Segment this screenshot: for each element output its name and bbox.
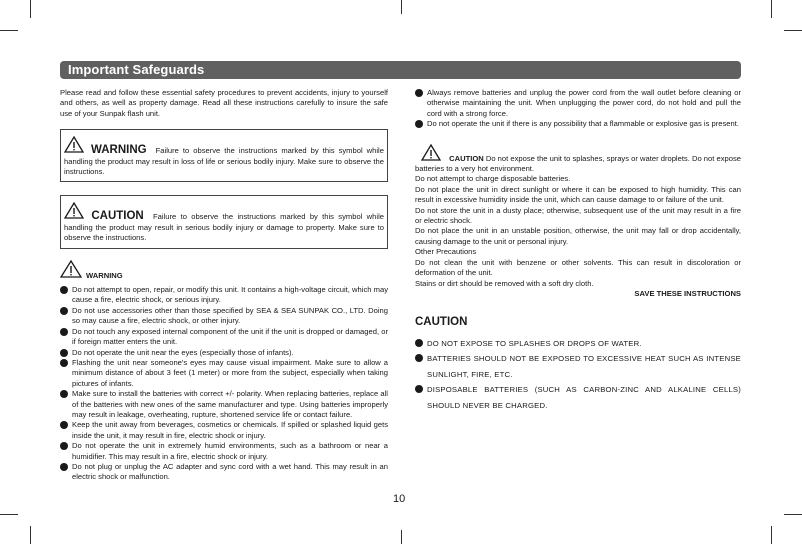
crop-mark	[784, 30, 802, 31]
section-banner	[60, 61, 741, 79]
warning-heading-label: WARNING	[86, 270, 123, 280]
caution-text-line: Stains or dirt should be removed with a soft dry cloth.	[415, 278, 594, 288]
crop-mark	[401, 530, 402, 544]
warning-definition	[64, 136, 384, 177]
list-item: DO NOT EXPOSE TO SPLASHES OR DROPS OF WATER.	[415, 336, 741, 352]
list-item: BATTERIES SHOULD NOT BE EXPOSED TO EXCESSIVE HEAT SUCH AS INTENSE SUNLIGHT, FIRE, ETC.	[415, 351, 741, 382]
list-item: Do not plug or unplug the AC adapter and sync cord with a wet hand. This may result in an electric shock or malfunction.	[60, 462, 388, 483]
caution-definition-box	[60, 195, 388, 248]
warning-definition-box	[60, 129, 388, 182]
bullet-icon	[60, 286, 68, 294]
warning-list-continued	[415, 88, 741, 130]
crop-mark	[0, 30, 18, 31]
warning-box-label: WARNING	[91, 144, 147, 157]
page-title: Important Safeguards	[68, 62, 205, 77]
save-instructions: SAVE THESE INSTRUCTIONS	[634, 288, 741, 298]
crop-mark	[771, 526, 772, 544]
caution-text-line: Do not clean the unit with benzene or other solvents. This can result in discoloration or deformation of the unit.	[415, 257, 741, 278]
bullet-icon	[415, 354, 423, 362]
intro-paragraph: Please read and follow these essential safety procedures to prevent accidents, injury to yourself and others, as well as property damage. Read all these instructions carefully to insure the safe use of your Sunpak flash unit.	[60, 88, 388, 118]
bullet-icon	[60, 390, 68, 398]
bullet-icon	[60, 421, 68, 429]
bullet-icon	[60, 359, 68, 367]
caution-definition	[64, 202, 384, 243]
list-item: Do not attempt to open, repair, or modify this unit. It contains a high-voltage circuit, which may cause a fire, electric shock, or serious injury.	[60, 285, 388, 306]
bullet-icon	[60, 307, 68, 315]
bullet-icon	[415, 120, 423, 128]
caution-inline-label: CAUTION	[449, 153, 484, 163]
crop-mark	[30, 526, 31, 544]
bullet-icon	[415, 385, 423, 393]
caution-box-label: CAUTION	[91, 210, 144, 223]
crop-mark	[771, 0, 772, 18]
caution-triangle-icon	[421, 144, 441, 164]
caution-heading: CAUTION	[415, 316, 468, 329]
caution-triangle-icon	[64, 202, 84, 222]
other-precautions-heading: Other Precautions	[415, 247, 477, 257]
bullet-icon	[60, 328, 68, 336]
caution-text-line: Do not expose the unit to splashes, sprays or water droplets. Do not expose batteries to a very hot environment.	[415, 153, 741, 174]
crop-mark	[401, 0, 402, 14]
left-column	[60, 88, 388, 483]
warning-triangle-icon	[64, 136, 84, 156]
caution-block	[415, 144, 741, 300]
bullet-icon	[60, 349, 68, 357]
caution-text-line: Do not place the unit in an unstable position, otherwise, the unit may fall or drop accidentally, causing damage to the unit or personal injury.	[415, 226, 741, 246]
crop-mark	[0, 514, 18, 515]
caution-text-line: Do not place the unit in direct sunlight or where it can be exposed to high humidity. This can result in excessive humidity inside the unit, which can cause damage to or failure of the unit.	[415, 184, 741, 205]
bullet-icon	[415, 339, 423, 347]
caution-text-line: Do not store the unit in a dusty place; otherwise, subsequent use of the unit may result in a fire or electric shock.	[415, 205, 741, 226]
bullet-icon	[415, 89, 423, 97]
list-item: Do not operate the unit in extremely humid environments, such as a bathroom or near a humidifier. This may result in a fire, electric shock or injury.	[60, 441, 388, 462]
list-item: DISPOSABLE BATTERIES (SUCH AS CARBON-ZINC AND ALKALINE CELLS) SHOULD NEVER BE CHARGED.	[415, 382, 741, 413]
warning-triangle-icon	[60, 260, 82, 281]
right-column	[415, 88, 741, 413]
bullet-icon	[60, 442, 68, 450]
warning-section-heading	[60, 260, 388, 281]
crop-mark	[30, 0, 31, 18]
caution-list	[415, 336, 741, 414]
caution-text-line: Do not attempt to charge disposable batteries.	[415, 174, 571, 184]
page-number: 10	[393, 493, 406, 505]
list-item: Keep the unit away from beverages, cosmetics or chemicals. If spilled or splashed liquid gets inside the unit, it may result in fire, electric shock or injury.	[60, 420, 388, 441]
list-item: Do not use accessories other than those specified by SEA & SEA SUNPAK CO., LTD. Doing so may cause a fire, electric shock, or other injury.	[60, 306, 388, 327]
bullet-icon	[60, 463, 68, 471]
list-item: Do not operate the unit near the eyes (especially those of infants).	[60, 348, 388, 358]
list-item: Flashing the unit near someone's eyes may cause visual impairment. Make sure to allow a minimum distance of about 3 feet (1 meter) or more from the subject, especially when taking pictures of infants.	[60, 358, 388, 389]
list-item: Do not operate the unit if there is any possibility that a flammable or explosive gas is present.	[415, 119, 741, 129]
warning-box-text: Failure to observe the instructions marked by this symbol while handling the product may result in loss of life or serious bodily injury. Make sure to observe the instructions.	[64, 146, 384, 177]
crop-mark	[784, 514, 802, 515]
warning-list	[60, 285, 388, 483]
list-item: Make sure to install the batteries with correct +/- polarity. When replacing batteries, replace all of the batteries with new ones of the same manufacturer and type. Using batteries improperly may result in leakage, overheating, rupture, shortened service life or contact failure.	[60, 389, 388, 420]
list-item: Do not touch any exposed internal component of the unit if the unit is dropped or damaged, or if foreign matter enters the unit.	[60, 327, 388, 348]
list-item: Always remove batteries and unplug the power cord from the wall outlet before cleaning or otherwise maintaining the unit. When unplugging the power cord, do not hold and pull the cord with a strong force.	[415, 88, 741, 119]
caution-box-text: Failure to observe the instructions marked by this symbol while handling the product may result in serious bodily injury or damage to property. Make sure to observe the instructions.	[64, 212, 384, 243]
